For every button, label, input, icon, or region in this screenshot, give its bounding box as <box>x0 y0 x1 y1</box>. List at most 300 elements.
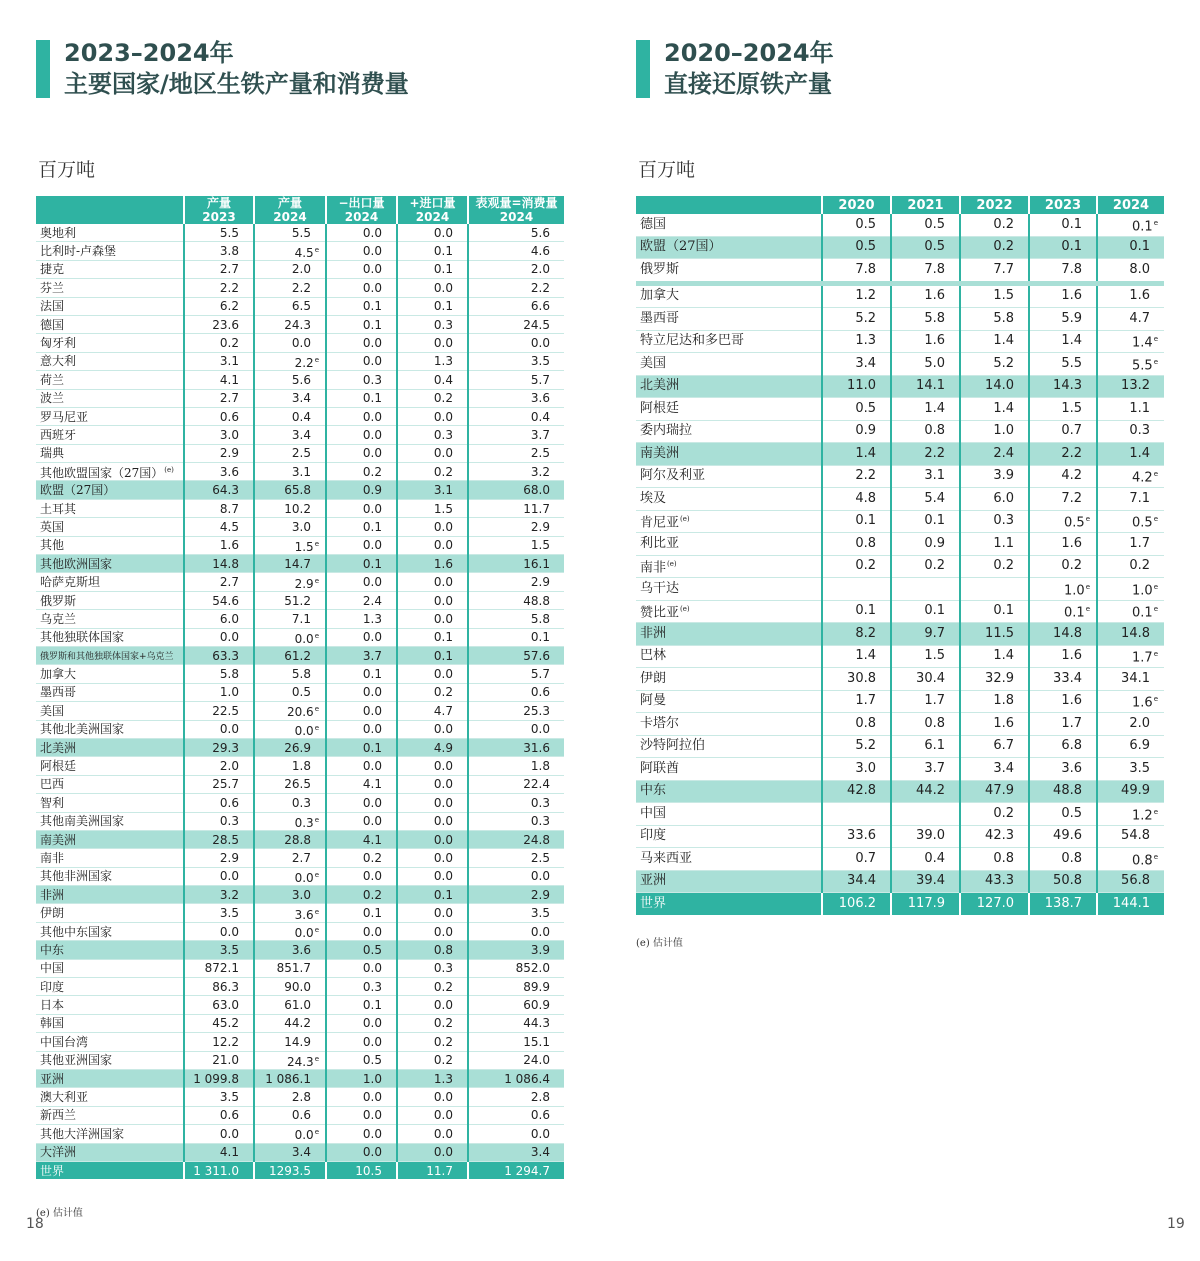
value: 0.0 <box>362 1108 382 1123</box>
value: 1.6 <box>1061 693 1082 709</box>
table-row <box>36 297 564 315</box>
value: 0.0 <box>530 722 550 737</box>
value-cell <box>397 1161 468 1179</box>
row-name: 阿曼 <box>640 693 667 709</box>
value-cell <box>468 702 564 720</box>
row-name-cell <box>36 996 184 1014</box>
value-cell <box>397 1106 468 1124</box>
row-name-cell <box>636 375 822 398</box>
value-cell <box>254 683 326 701</box>
value-cell <box>1097 893 1164 915</box>
value-cell <box>397 683 468 701</box>
value: 0.0 <box>362 427 382 442</box>
value: 3.5 <box>219 942 239 957</box>
value: 0.6 <box>291 1108 311 1123</box>
value-cell <box>397 1125 468 1143</box>
value-cell <box>326 591 397 609</box>
value: 11.7 <box>523 501 550 516</box>
row-name-cell <box>36 297 184 315</box>
value-cell <box>468 1069 564 1087</box>
value: 0.0 <box>362 244 382 259</box>
row-name: 中国 <box>40 961 65 976</box>
value-cell <box>254 224 326 242</box>
row-name: 印度 <box>40 979 65 994</box>
row-name-cell <box>636 236 822 259</box>
row-name: 智利 <box>40 795 65 810</box>
value-cell <box>960 488 1029 511</box>
value: 0.0 <box>219 722 239 737</box>
value-cell <box>468 371 564 389</box>
value-cell <box>254 628 326 646</box>
column-header-year: 2021 <box>891 196 960 214</box>
row-name: 其他南美洲国家 <box>40 814 125 829</box>
value: 5.7 <box>530 667 550 682</box>
value-cell <box>468 1143 564 1161</box>
value: 0.1 <box>362 519 382 534</box>
value-cell <box>397 941 468 959</box>
value-cell <box>326 297 397 315</box>
value-cell <box>891 353 960 376</box>
row-name: 马来西亚 <box>640 850 693 866</box>
value: 0.0 <box>433 593 453 608</box>
value-cell <box>1029 780 1097 803</box>
row-name-cell <box>36 1014 184 1032</box>
row-name-cell <box>36 1161 184 1179</box>
value: 2.2 <box>1061 445 1082 461</box>
value: 0.0 <box>362 1034 382 1049</box>
value-cell <box>960 803 1029 826</box>
value-cell <box>184 757 254 775</box>
value-cell <box>960 690 1029 713</box>
value: 0.1 <box>924 513 945 529</box>
value: 0.0 <box>219 630 239 645</box>
value-cell <box>468 996 564 1014</box>
value: 2.9 <box>530 575 550 590</box>
value: 0.0 <box>362 409 382 424</box>
value: 2.2 <box>924 445 945 461</box>
value-cell <box>960 713 1029 736</box>
value: 0.0 <box>362 336 382 351</box>
table-row <box>36 978 564 996</box>
value-cell <box>254 1033 326 1051</box>
value: 1.8 <box>291 759 311 774</box>
value-cell <box>254 646 326 664</box>
value: 56.8 <box>1121 873 1150 889</box>
value-cell <box>891 420 960 443</box>
value-cell <box>397 702 468 720</box>
value-cell <box>1097 375 1164 398</box>
row-name: 比利时-卢森堡 <box>40 244 117 259</box>
value: 2.7 <box>219 262 239 277</box>
value-cell <box>184 1143 254 1161</box>
table-row <box>636 555 1164 578</box>
value: 0.2 <box>433 1053 453 1068</box>
value: 31.6 <box>523 740 550 755</box>
row-name-cell <box>36 352 184 370</box>
value: 1.0 <box>1064 582 1085 598</box>
value: 0.1 <box>433 630 453 645</box>
value: 24.3 <box>286 1054 314 1069</box>
value: 0.2 <box>924 558 945 574</box>
value: 3.0 <box>291 887 311 902</box>
value: 3.6 <box>1061 760 1082 776</box>
value-cell <box>1029 375 1097 398</box>
table-header-row <box>36 196 564 224</box>
row-name-cell <box>636 443 822 466</box>
value-cell <box>326 315 397 333</box>
table-row <box>36 536 564 554</box>
value-cell <box>254 407 326 425</box>
value: 0.1 <box>1129 239 1150 255</box>
value-cell <box>184 555 254 573</box>
row-name-cell <box>36 665 184 683</box>
row-name-cell <box>36 573 184 591</box>
value-cell <box>960 398 1029 421</box>
row-name-cell <box>36 426 184 444</box>
row-name: 亚洲 <box>640 873 667 889</box>
value: 1.5 <box>530 538 550 553</box>
value-cell <box>326 1125 397 1143</box>
row-name-cell <box>636 555 822 578</box>
value-cell <box>397 1051 468 1069</box>
value-cell <box>397 1088 468 1106</box>
table-row <box>636 758 1164 781</box>
value: 0.0 <box>362 961 382 976</box>
value-cell <box>1097 443 1164 466</box>
table-row <box>36 591 564 609</box>
row-name-cell <box>636 420 822 443</box>
table-row <box>636 465 1164 488</box>
row-name: 欧盟（27国） <box>640 239 722 255</box>
value: 3.9 <box>993 468 1014 484</box>
row-name-cell <box>636 645 822 668</box>
value: 9.7 <box>924 625 945 641</box>
value-cell <box>184 591 254 609</box>
value: 39.4 <box>916 873 945 889</box>
value-cell <box>1097 259 1164 284</box>
value-cell <box>891 623 960 646</box>
table-row <box>36 426 564 444</box>
value-cell <box>397 978 468 996</box>
value-cell <box>184 224 254 242</box>
row-name-cell <box>636 870 822 893</box>
value: 0.2 <box>993 239 1014 255</box>
value: 14.9 <box>284 1034 311 1049</box>
value: 3.4 <box>993 760 1014 776</box>
row-name-cell <box>36 371 184 389</box>
value: 0.2 <box>362 464 382 479</box>
value-cell <box>397 444 468 462</box>
value-cell <box>326 610 397 628</box>
estimate-marker: e <box>314 631 319 640</box>
row-name: 非洲 <box>640 625 667 641</box>
estimate-marker: e <box>314 539 319 548</box>
value: 14.8 <box>1053 625 1082 641</box>
value: 0.3 <box>294 815 314 830</box>
value-cell <box>1097 803 1164 826</box>
table-header-row <box>636 196 1164 214</box>
value-cell <box>326 996 397 1014</box>
region-subtotal-row <box>636 236 1164 259</box>
value-cell <box>1029 420 1097 443</box>
value: 5.5 <box>1061 355 1082 371</box>
value: 6.0 <box>219 611 239 626</box>
value-cell <box>1097 848 1164 871</box>
value: 0.3 <box>530 814 550 829</box>
value-cell <box>468 499 564 517</box>
value-cell <box>397 610 468 628</box>
table-row <box>636 803 1164 826</box>
value: 0.6 <box>530 1108 550 1123</box>
value-cell <box>468 683 564 701</box>
value-cell <box>184 812 254 830</box>
value-cell <box>254 389 326 407</box>
value: 0.9 <box>855 423 876 439</box>
value-cell <box>822 214 891 236</box>
value: 0.8 <box>993 850 1014 866</box>
table-row <box>636 645 1164 668</box>
value: 5.5 <box>219 225 239 240</box>
value: 0.0 <box>291 336 311 351</box>
value: 49.6 <box>1053 828 1082 844</box>
value: 1.5 <box>993 288 1014 304</box>
value-cell <box>326 389 397 407</box>
value: 7.8 <box>1061 261 1082 277</box>
value-cell <box>891 308 960 331</box>
value: 4.2 <box>1132 470 1153 486</box>
row-name: 瑞典 <box>40 446 65 461</box>
row-name-cell <box>636 259 822 284</box>
value: 0.0 <box>433 777 453 792</box>
value: 50.8 <box>1053 873 1082 889</box>
value: 32.9 <box>985 670 1014 686</box>
value-cell <box>960 443 1029 466</box>
value: 23.6 <box>212 317 239 332</box>
value: 51.2 <box>284 593 311 608</box>
table-row <box>636 825 1164 848</box>
value-cell <box>326 757 397 775</box>
value-cell <box>1097 236 1164 259</box>
value: 7.2 <box>1061 490 1082 506</box>
value-cell <box>822 848 891 871</box>
row-name: 阿联酋 <box>640 760 680 776</box>
row-name-cell <box>36 1051 184 1069</box>
value-cell <box>822 555 891 578</box>
value-cell <box>822 398 891 421</box>
value: 3.4 <box>291 427 311 442</box>
table-row <box>636 533 1164 556</box>
value: 1.4 <box>993 400 1014 416</box>
value: 0.2 <box>433 685 453 700</box>
column-header-year: 2024 <box>499 210 534 224</box>
value-cell <box>891 578 960 601</box>
value: 44.2 <box>284 1016 311 1031</box>
row-name-cell <box>636 713 822 736</box>
value-cell <box>960 420 1029 443</box>
table-row <box>636 330 1164 353</box>
value-cell <box>184 702 254 720</box>
row-name: 委内瑞拉 <box>640 423 693 439</box>
value: 1.7 <box>924 693 945 709</box>
value-cell <box>1097 533 1164 556</box>
value-cell <box>960 236 1029 259</box>
row-name-cell <box>636 488 822 511</box>
value: 0.0 <box>362 630 382 645</box>
row-name: 肯尼亚 <box>640 515 680 531</box>
value-cell <box>1029 713 1097 736</box>
estimate-marker: e <box>1153 582 1158 591</box>
value: 0.5 <box>855 400 876 416</box>
value: 33.6 <box>847 828 876 844</box>
value: 25.3 <box>523 703 550 718</box>
row-name-cell <box>36 1033 184 1051</box>
value: 4.8 <box>855 490 876 506</box>
value-cell <box>397 297 468 315</box>
value: 24.8 <box>523 832 550 847</box>
value: 0.1 <box>362 299 382 314</box>
value: 64.3 <box>212 483 239 498</box>
value-cell <box>891 690 960 713</box>
value: 0.0 <box>362 280 382 295</box>
value: 3.5 <box>530 354 550 369</box>
value-cell <box>326 555 397 573</box>
value: 6.6 <box>530 299 550 314</box>
value-cell <box>1097 668 1164 691</box>
value: 0.0 <box>433 667 453 682</box>
value-cell <box>468 279 564 297</box>
value-cell <box>1029 259 1097 284</box>
estimate-marker: (e) <box>164 466 174 475</box>
value: 30.8 <box>847 670 876 686</box>
estimate-marker: e <box>1153 470 1158 479</box>
table-row <box>636 283 1164 308</box>
value: 0.0 <box>530 869 550 884</box>
row-name: 世界 <box>40 1163 65 1178</box>
value: 3.1 <box>924 468 945 484</box>
value: 2.7 <box>219 391 239 406</box>
region-subtotal-row <box>36 830 564 848</box>
value-cell <box>397 904 468 922</box>
value-cell <box>184 628 254 646</box>
value-cell <box>1097 308 1164 331</box>
column-header-year: 2024 <box>1097 196 1164 214</box>
value: 0.3 <box>433 961 453 976</box>
value-cell <box>397 757 468 775</box>
value-cell <box>326 1069 397 1087</box>
value: 1.2 <box>855 288 876 304</box>
value: 2.7 <box>291 850 311 865</box>
value-cell <box>468 352 564 370</box>
row-name: 阿根廷 <box>640 400 680 416</box>
value-cell <box>1097 645 1164 668</box>
value-cell <box>822 735 891 758</box>
right-unit-label: 百万吨 <box>638 159 696 181</box>
value: 61.0 <box>284 998 311 1013</box>
value-cell <box>960 870 1029 893</box>
value-cell <box>822 236 891 259</box>
row-name: 沙特阿拉伯 <box>640 738 706 754</box>
value-cell <box>891 645 960 668</box>
row-name-cell <box>36 904 184 922</box>
row-name: 美国 <box>640 355 667 371</box>
row-name-cell <box>36 683 184 701</box>
value: 4.5 <box>219 519 239 534</box>
value-cell <box>397 315 468 333</box>
value-cell <box>468 334 564 352</box>
value-cell <box>960 578 1029 601</box>
value-cell <box>1097 283 1164 308</box>
value: 2.9 <box>530 887 550 902</box>
value-cell <box>468 555 564 573</box>
value: 0.9 <box>924 535 945 551</box>
value-cell <box>184 297 254 315</box>
value: 0.0 <box>433 1090 453 1105</box>
value-cell <box>891 236 960 259</box>
value: 5.5 <box>1132 357 1153 373</box>
value: 0.0 <box>433 280 453 295</box>
row-name: 匈牙利 <box>40 336 77 351</box>
value: 2.5 <box>291 446 311 461</box>
value: 1.0 <box>1132 582 1153 598</box>
row-name: 其他 <box>40 538 65 553</box>
value-cell <box>184 867 254 885</box>
region-subtotal-row <box>36 738 564 756</box>
value-cell <box>254 444 326 462</box>
value-cell <box>822 353 891 376</box>
value-cell <box>468 242 564 260</box>
value: 0.2 <box>433 391 453 406</box>
value-cell <box>397 481 468 499</box>
value: 0.0 <box>433 519 453 534</box>
table-row <box>36 444 564 462</box>
value: 0.5 <box>1064 515 1085 531</box>
value-cell <box>468 389 564 407</box>
value: 26.5 <box>284 777 311 792</box>
region-subtotal-row <box>636 443 1164 466</box>
value-cell <box>822 488 891 511</box>
value: 0.1 <box>362 556 382 571</box>
value: 0.3 <box>291 795 311 810</box>
value-cell <box>184 481 254 499</box>
value: 0.2 <box>362 850 382 865</box>
value: 6.5 <box>291 299 311 314</box>
estimate-marker: e <box>314 1128 319 1137</box>
value-cell <box>326 334 397 352</box>
value-cell <box>326 867 397 885</box>
value-cell <box>397 1143 468 1161</box>
value-cell <box>1029 330 1097 353</box>
value-cell <box>254 922 326 940</box>
value-cell <box>184 573 254 591</box>
value-cell <box>326 1106 397 1124</box>
value-cell <box>254 702 326 720</box>
value-cell <box>326 922 397 940</box>
table-row <box>36 628 564 646</box>
row-name-cell <box>636 398 822 421</box>
table-row <box>36 610 564 628</box>
value-cell <box>254 591 326 609</box>
value-cell <box>397 922 468 940</box>
value: 0.1 <box>362 998 382 1013</box>
value-cell <box>822 420 891 443</box>
value: 0.0 <box>362 1145 382 1160</box>
value: 3.1 <box>433 483 453 498</box>
value: 2.7 <box>219 575 239 590</box>
value: 0.1 <box>362 667 382 682</box>
value-cell <box>397 591 468 609</box>
value: 1.3 <box>362 611 382 626</box>
value-cell <box>468 463 564 481</box>
